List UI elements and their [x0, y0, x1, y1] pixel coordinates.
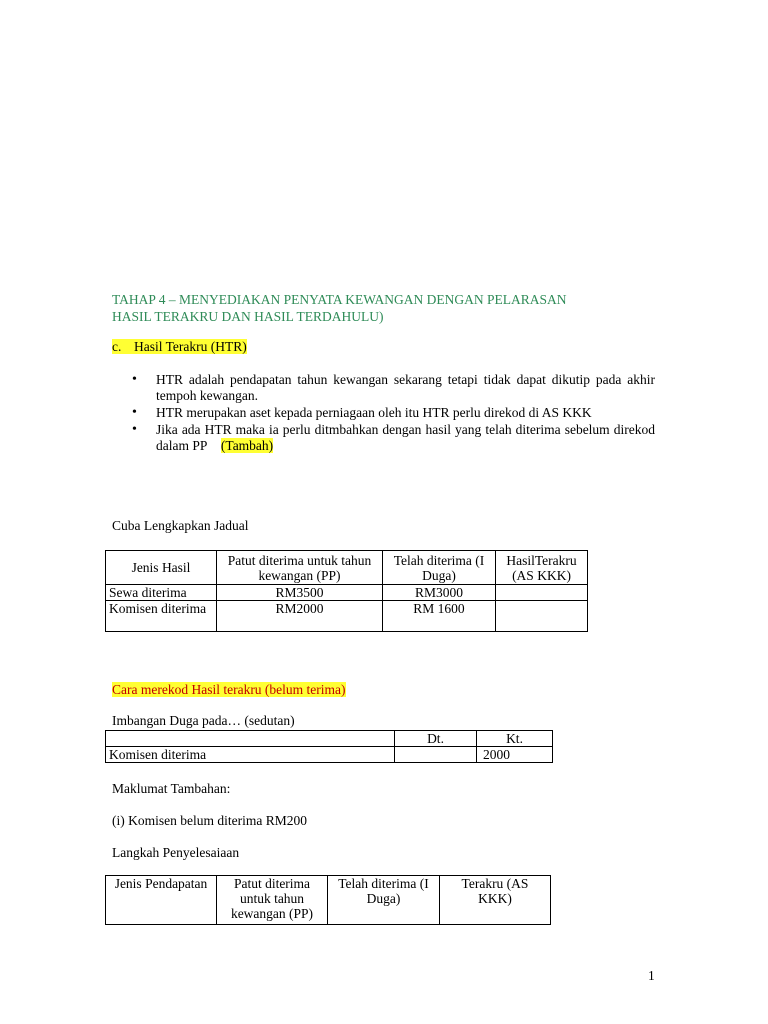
page-heading	[112, 291, 652, 325]
table-header: Patut diterima untuk tahun kewangan (PP)	[217, 551, 383, 585]
table-cell	[496, 585, 588, 601]
table-header: Jenis Pendapatan	[106, 876, 217, 925]
steps-title: Langkah Penyelesaiaan	[112, 845, 240, 860]
heading-line-1: TAHAP 4 – MENYEDIAKAN PENYATA KEWANGAN DENGAN PELARASAN	[112, 292, 567, 307]
table-cell: Sewa diterima	[106, 585, 217, 601]
htr-bullet-list	[112, 372, 655, 455]
tambah-tag: (Tambah)	[220, 438, 274, 453]
table-header: Kt.	[477, 731, 553, 747]
table-header: HasilTerakru (AS KKK)	[496, 551, 588, 585]
table-header-row	[106, 731, 553, 747]
table2-caption: Imbangan Duga pada… (sedutan)	[112, 713, 295, 728]
table-row	[106, 601, 588, 632]
table-cell: RM 1600	[383, 601, 496, 632]
table-header: Jenis Hasil	[106, 551, 217, 585]
table-header: Telah diterima (I Duga)	[383, 551, 496, 585]
htr-table	[105, 550, 588, 632]
extra-info-title: Maklumat Tambahan:	[112, 781, 231, 796]
trial-balance-table	[105, 730, 553, 763]
table-header: Telah diterima (I Duga)	[328, 876, 440, 925]
table-cell: 2000	[477, 747, 553, 763]
page-number: 1	[648, 968, 655, 983]
table-cell: RM2000	[217, 601, 383, 632]
section-c-label: Hasil Terakru (HTR)	[134, 339, 247, 354]
section-c-title	[112, 339, 247, 355]
table-header-row	[106, 876, 551, 925]
table-header: Terakru (AS KKK)	[440, 876, 551, 925]
table1-caption: Cuba Lengkapkan Jadual	[112, 518, 249, 533]
record-section-title: Cara merekod Hasil terakru (belum terima)	[112, 682, 346, 697]
table-header-row	[106, 551, 588, 585]
table-cell: Komisen diterima	[106, 747, 395, 763]
table-header	[106, 731, 395, 747]
table-cell: RM3500	[217, 585, 383, 601]
table-row	[106, 747, 553, 763]
steps-table	[105, 875, 551, 925]
table-header: Dt.	[395, 731, 477, 747]
table-cell: RM3000	[383, 585, 496, 601]
section-c-letter: c.	[112, 339, 122, 354]
extra-info-item: (i) Komisen belum diterima RM200	[112, 813, 307, 828]
list-item: • HTR adalah pendapatan tahun kewangan sekarang tetapi tidak dapat dikutip pada akhir tempoh kewangan.	[112, 372, 655, 404]
table-cell	[496, 601, 588, 632]
table-row	[106, 585, 588, 601]
table-header: Patut diterima untuk tahun kewangan (PP)	[217, 876, 328, 925]
list-item: • Jika ada HTR maka ia perlu ditmbahkan dengan hasil yang telah diterima sebelum direkod dalam PP (Tambah)	[112, 422, 655, 454]
table-cell: Komisen diterima	[106, 601, 217, 632]
heading-line-2: HASIL TERAKRU DAN HASIL TERDAHULU)	[112, 309, 384, 324]
list-item: • HTR merupakan aset kepada perniagaan oleh itu HTR perlu direkod di AS KKK	[112, 405, 655, 421]
table-cell	[395, 747, 477, 763]
